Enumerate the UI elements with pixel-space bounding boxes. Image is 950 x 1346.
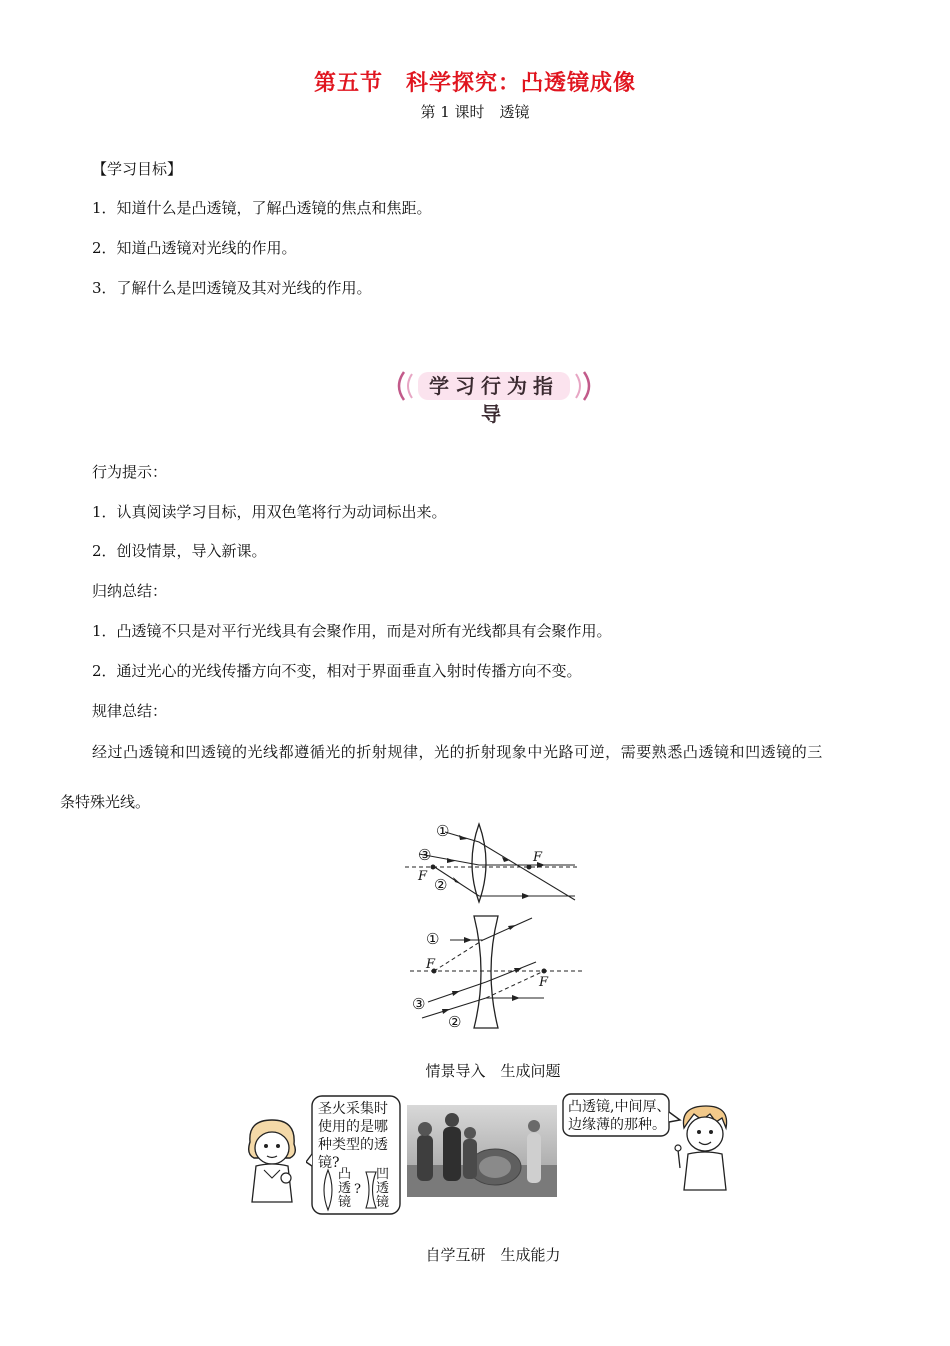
hints-heading: 行为提示： [92, 463, 168, 481]
diagram1-focus-right: F [533, 850, 543, 865]
boy-character-illustration [672, 1098, 738, 1192]
section-caption-self-study: 自学互研 生成能力 [425, 1246, 561, 1264]
torch-lighting-photo [407, 1105, 557, 1197]
diagram1-label-3: ③ [418, 846, 432, 864]
answer-line-1: 凸透镜,中间厚、 [568, 1099, 671, 1115]
question-line-3: 种类型的透 [318, 1137, 388, 1153]
objective-item-2: 2．知道凸透镜对光线的作用。 [92, 239, 297, 257]
option-convex-char-3: 镜 [338, 1195, 352, 1210]
objective-item-1: 1．知道什么是凸透镜，了解凸透镜的焦点和焦距。 [92, 199, 432, 217]
objectives-heading: 【学习目标】 [92, 160, 183, 178]
section-banner [390, 366, 598, 426]
page-title: 第五节 科学探究：凸透镜成像 [313, 71, 636, 96]
diagram2-label-1: ① [426, 930, 440, 948]
option-concave-char-3: 镜 [376, 1195, 390, 1210]
rules-heading: 规律总结： [92, 702, 168, 720]
diagram1-label-1: ① [436, 822, 450, 840]
diagram1-focus-left: F [418, 869, 428, 884]
question-line-4: 镜? [318, 1155, 340, 1171]
option-concave-lens [376, 1168, 389, 1210]
option-convex-lens [338, 1168, 351, 1210]
hint-item-2: 2．创设情景，导入新课。 [92, 542, 267, 560]
summary-heading: 归纳总结： [92, 582, 168, 600]
diagram2-label-2: ② [448, 1013, 462, 1031]
lesson-subtitle: 第 1 课时 透镜 [420, 103, 530, 121]
hint-item-1: 1．认真阅读学习目标，用双色笔将行为动词标出来。 [92, 503, 447, 521]
option-concave-char-1: 凹 [376, 1167, 390, 1182]
diagram2-label-3: ③ [412, 995, 426, 1013]
objective-item-3: 3．了解什么是凹透镜及其对光线的作用。 [92, 279, 372, 297]
section-caption-scenario: 情景导入 生成问题 [425, 1062, 561, 1080]
rules-paragraph-line-2: 条特殊光线。 [60, 793, 151, 811]
option-concave-char-2: 透 [376, 1181, 390, 1196]
diagram2-focus-left: F [426, 957, 436, 972]
option-question-mark: ? [354, 1182, 361, 1197]
question-line-1: 圣火采集时 [318, 1101, 388, 1117]
summary-item-2: 2．通过光心的光线传播方向不变，相对于界面垂直入射时传播方向不变。 [92, 662, 582, 680]
banner-text: 学习行为指导 [429, 374, 559, 426]
answer-line-2: 边缘薄的那种。 [568, 1117, 666, 1133]
rules-paragraph-line-1: 经过凸透镜和凹透镜的光线都遵循光的折射规律，光的折射现象中光路可逆，需要熟悉凸透镜和凹透镜的三 [92, 743, 823, 761]
question-line-2: 使用的是哪 [318, 1119, 388, 1135]
convex-lens-diagram [405, 818, 585, 908]
option-convex-char-2: 透 [338, 1181, 352, 1196]
girl-character-illustration [242, 1114, 304, 1206]
option-convex-char-1: 凸 [338, 1167, 352, 1182]
summary-item-1: 1．凸透镜不只是对平行光线具有会聚作用，而是对所有光线都具有会聚作用。 [92, 622, 612, 640]
diagram2-focus-right: F [539, 975, 549, 990]
diagram1-label-2: ② [434, 876, 448, 894]
